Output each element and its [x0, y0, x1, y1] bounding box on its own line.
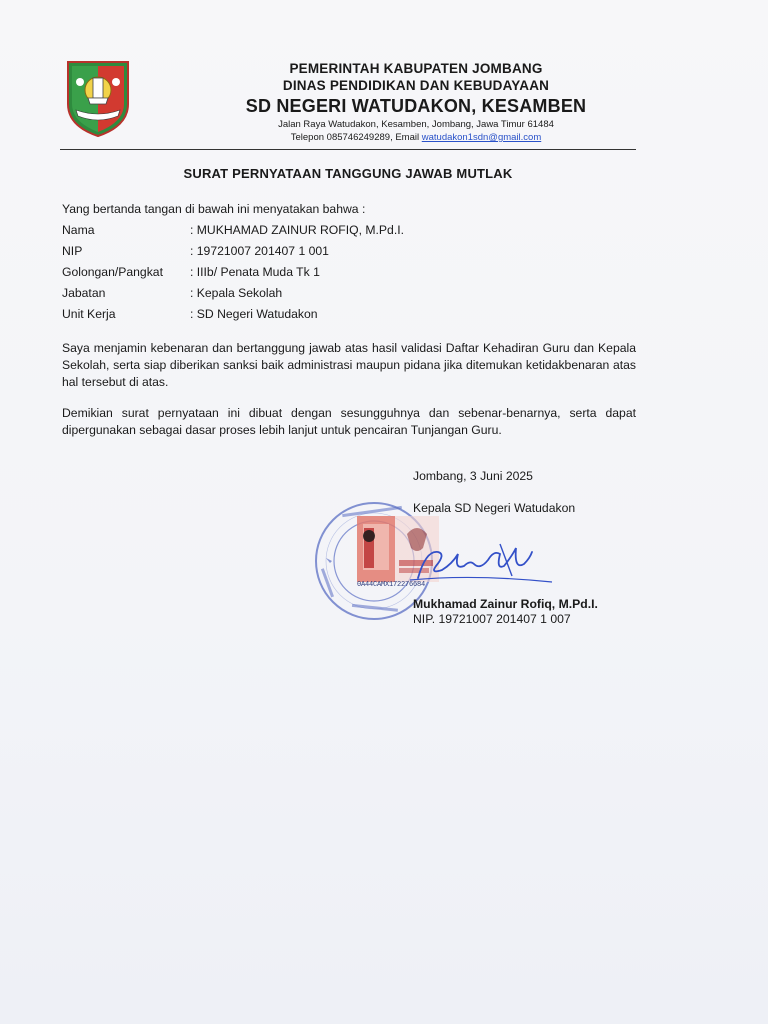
- handwritten-signature-icon: [404, 530, 554, 590]
- signer-name: Mukhamad Zainur Rofiq, M.Pd.I.: [413, 597, 598, 611]
- materai-code: 0A44CAMX172276684: [357, 581, 426, 589]
- closing-paragraph: Demikian surat pernyataan ini dibuat dengan sesungguhnya dan sebenar-benarnya, serta dapat dipergunakan sebagai dasar proses lebih lanjut untuk pencairan Tunjangan Guru.: [62, 406, 636, 437]
- letter-body: [62, 199, 636, 325]
- regency-crest-logo: [66, 60, 130, 138]
- identity-row: [62, 283, 636, 304]
- identity-row: [62, 220, 636, 241]
- identity-row: [62, 304, 636, 325]
- identity-row: [62, 262, 636, 283]
- letterhead-email-link[interactable]: watudakon1sdn@gmail.com: [421, 132, 542, 143]
- letterhead-school: SD NEGERI WATUDAKON, KESAMBEN: [245, 96, 587, 116]
- letterhead-divider: [60, 149, 636, 150]
- identity-block: [62, 220, 636, 325]
- intro-line: Yang bertanda tangan di bawah ini menyatakan bahwa :: [62, 202, 366, 216]
- identity-row: [62, 241, 636, 262]
- letterhead-phone: Telepon 085746249289, Email: [290, 132, 422, 143]
- identity-value: : MUKHAMAD ZAINUR ROFIQ, M.Pd.I.: [190, 223, 404, 237]
- identity-value: : 19721007 201407 1 001: [190, 244, 329, 258]
- signer-nip: NIP. 19721007 201407 1 007: [413, 612, 571, 626]
- identity-label: Golongan/Pangkat: [62, 265, 163, 279]
- letterhead: [196, 60, 636, 144]
- letterhead-contact: [196, 131, 636, 144]
- identity-label: Nama: [62, 223, 95, 237]
- identity-label: Jabatan: [62, 286, 106, 300]
- identity-label: NIP: [62, 244, 83, 258]
- place-date: Jombang, 3 Juni 2025: [413, 469, 533, 483]
- identity-label: Unit Kerja: [62, 307, 116, 321]
- letterhead-government: PEMERINTAH KABUPATEN JOMBANG: [289, 61, 543, 76]
- signer-position: Kepala SD Negeri Watudakon: [413, 501, 576, 515]
- letterhead-address: Jalan Raya Watudakon, Kesamben, Jombang, Jawa Timur 61484: [278, 119, 554, 130]
- identity-value: : Kepala Sekolah: [190, 286, 283, 300]
- identity-value: : IIIb/ Penata Muda Tk 1: [190, 265, 320, 279]
- statement-paragraph: Saya menjamin kebenaran dan bertanggung jawab atas hasil validasi Daftar Kehadiran Guru dan Kepala Sekolah, serta siap diberikan sanksi baik administrasi maupun pidana jika ditemukan ketidakbenaran atas hal tersebut di atas.: [62, 341, 636, 389]
- identity-value: : SD Negeri Watudakon: [190, 307, 318, 321]
- letterhead-department: DINAS PENDIDIKAN DAN KEBUDAYAAN: [282, 78, 550, 93]
- letter-title: SURAT PERNYATAAN TANGGUNG JAWAB MUTLAK: [183, 166, 513, 181]
